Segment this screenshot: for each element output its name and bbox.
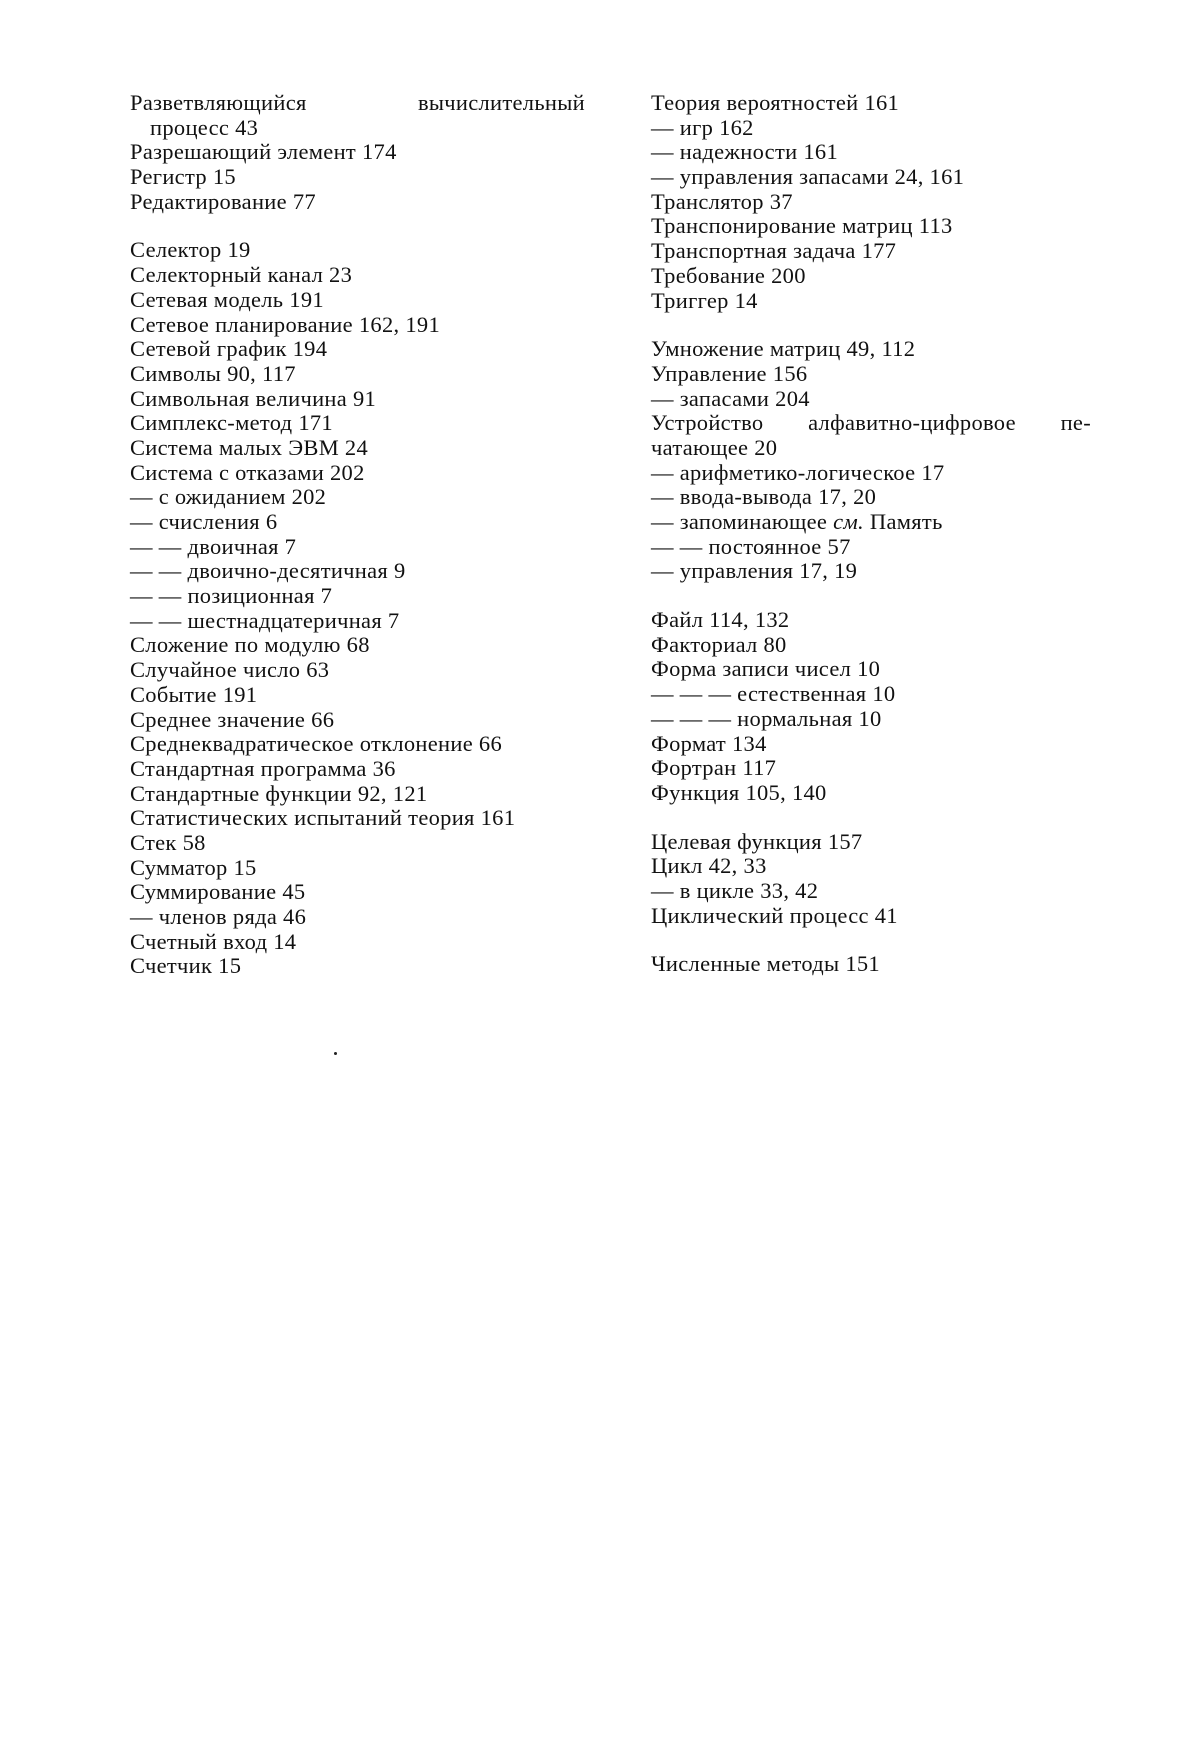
section-gap	[651, 806, 1091, 830]
index-entry: Символьная величина 91	[130, 385, 377, 411]
index-subentry: — — двоичная 7	[130, 533, 297, 559]
index-subentry: — арифметико-логическое 17	[651, 459, 945, 485]
index-subentry: — с ожиданием 202	[130, 484, 327, 510]
index-entry: Транслятор 37	[651, 188, 793, 214]
index-subentry: — запасами 204	[651, 385, 810, 411]
index-entry: Редактирование 77	[130, 188, 316, 214]
index-entry: Стандартные функции 92, 121	[130, 780, 428, 806]
section-gap	[651, 584, 1091, 608]
index-entry: Умножение матриц 49, 112	[651, 336, 916, 362]
index-entry: Стандартная программа 36	[130, 755, 396, 781]
index-subentry: — — — нормальная 10	[651, 705, 882, 731]
index-entry: Теория вероятностей 161	[651, 90, 900, 115]
index-entry: Сумматор 15	[130, 854, 257, 880]
index-entry: Целевая функция 157	[651, 828, 863, 854]
index-column-right	[651, 91, 1091, 977]
index-subentry: — — позиционная 7	[130, 583, 333, 609]
cross-reference-marker: см.	[833, 509, 864, 534]
index-entry: Транспонирование матриц 113	[651, 213, 953, 239]
index-entry: Сетевое планирование 162, 191	[130, 311, 440, 337]
index-entry-continuation: процесс 43	[150, 114, 259, 140]
index-entry: Селекторный канал 23	[130, 262, 353, 288]
index-subentry	[651, 510, 1091, 535]
index-entry: Система с отказами 202	[130, 459, 365, 485]
index-entry: Разрешающий элемент 174	[130, 139, 397, 165]
index-subentry: — игр 162	[651, 114, 754, 140]
index-entry: Событие 191	[130, 681, 258, 707]
index-entry: Функция 105, 140	[651, 779, 827, 805]
index-column-left	[130, 91, 585, 979]
index-subentry: — управления 17, 19	[651, 558, 858, 584]
index-subentry: — надежности 161	[651, 139, 839, 165]
index-entry: Сетевой график 194	[130, 336, 328, 362]
index-entry: Формат 134	[651, 730, 767, 756]
index-entry: Счетный вход 14	[130, 928, 297, 954]
index-entry: Селектор 19	[130, 237, 251, 263]
index-entry: Счетчик 15	[130, 953, 242, 979]
index-subentry: — членов ряда 46	[130, 904, 307, 929]
index-entry: Симплекс-метод 171	[130, 410, 333, 436]
index-entry: Случайное число 63	[130, 657, 330, 683]
section-gap	[130, 214, 585, 238]
index-entry: Файл 114, 132	[651, 607, 790, 633]
index-entry: Триггер 14	[651, 287, 758, 313]
index-entry: Статистических испытаний теория 161	[130, 805, 516, 831]
index-entry-continuation: чатающее 20	[651, 434, 778, 460]
index-entry: Регистр 15	[130, 164, 236, 190]
index-entry: Символы 90, 117	[130, 360, 296, 386]
index-entry: Суммирование 45	[130, 879, 306, 905]
index-entry: Форма записи чисел 10	[651, 656, 881, 682]
entry-term-part: пе-	[1060, 410, 1091, 436]
index-entry	[130, 91, 585, 116]
index-subentry: — управления запасами 24, 161	[651, 164, 965, 190]
entry-term-part: — запоминающее	[651, 509, 834, 534]
index-entry: Сетевая модель 191	[130, 286, 324, 312]
index-subentry: — счисления 6	[130, 509, 278, 534]
section-gap	[651, 313, 1091, 337]
index-entry: Требование 200	[651, 262, 806, 288]
stray-dot	[334, 1052, 337, 1055]
index-entry: Фортран 117	[651, 755, 777, 781]
index-entry: Численные методы 151	[651, 951, 880, 977]
index-entry: Факториал 80	[651, 631, 787, 657]
index-entry: Циклический процесс 41	[651, 902, 898, 928]
index-subentry: — — двоично-десятичная 9	[130, 558, 406, 584]
index-entry: Цикл 42, 33	[651, 853, 767, 879]
index-entry: Система малых ЭВМ 24	[130, 434, 369, 460]
entry-term-part: Устройство	[651, 410, 764, 436]
index-entry	[651, 411, 1091, 436]
index-entry: Среднеквадратическое отклонение 66	[130, 731, 503, 757]
index-entry: Среднее значение 66	[130, 706, 335, 732]
entry-term-part: Разветвляющийся	[130, 90, 307, 115]
index-entry: Управление 156	[651, 360, 808, 386]
index-subentry: — — — естественная 10	[651, 681, 896, 707]
index-subentry: — — постоянное 57	[651, 533, 851, 559]
entry-term-part: вычислительный	[417, 90, 585, 115]
index-entry: Стек 58	[130, 829, 206, 855]
section-gap	[651, 928, 1091, 952]
index-subentry: — в цикле 33, 42	[651, 877, 819, 903]
index-entry: Транспортная задача 177	[651, 238, 897, 264]
index-subentry: — ввода-вывода 17, 20	[651, 484, 877, 510]
entry-term-part: алфавитно-цифровое	[808, 410, 1016, 436]
index-subentry: — — шестнадцатеричная 7	[130, 607, 400, 633]
cross-reference-target: Память	[863, 509, 943, 534]
index-entry: Сложение по модулю 68	[130, 632, 370, 658]
